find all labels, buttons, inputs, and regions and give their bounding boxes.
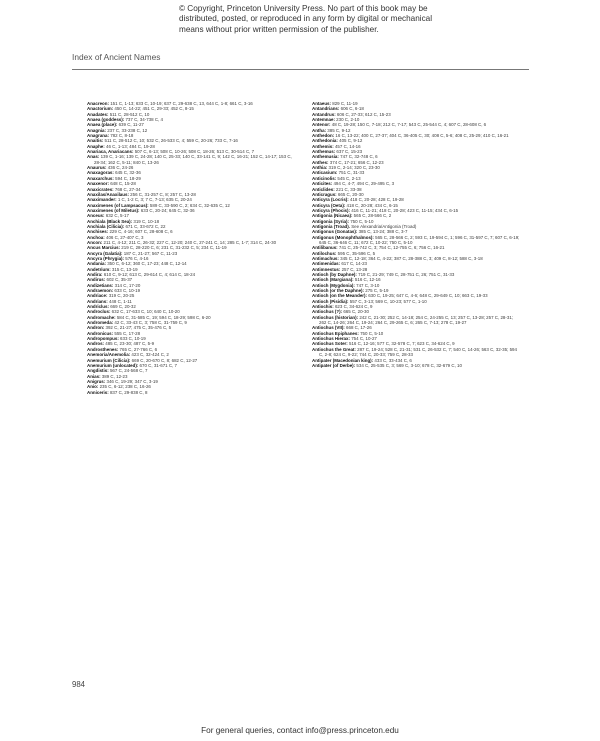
index-headword: Antiochus Epiphanes:	[312, 330, 359, 336]
index-references: 392 C, 21-27; 475 C, 35-476 C, 5	[105, 325, 172, 331]
index-headword: Anemurium (unlocated):	[87, 362, 139, 368]
index-headword: Antiochus the Great:	[312, 346, 356, 352]
index-headword: Antiochis:	[312, 304, 334, 310]
index-references: 606 C, 6-18	[340, 106, 364, 112]
index-references: 315 C, 13-19	[111, 266, 138, 272]
index-references: 319 C, 10-18	[133, 218, 160, 224]
index-headword: Antioch (on the Meander):	[312, 293, 367, 299]
index-references: 374 C, 17-21; 656 C, 12-23	[329, 159, 384, 165]
index-references: 507 C, 6-13; 508 C, 10-26; 508 C, 18-26; 513 C, 30-514 C, 7	[134, 149, 255, 155]
index-headword: Antha:	[312, 127, 327, 133]
index-headword: Antioch (Mygdonia):	[312, 282, 355, 288]
index-headword: Andriclus:	[87, 304, 109, 310]
index-headword: Anactorium:	[87, 106, 114, 112]
index-entry	[87, 154, 295, 165]
index-headword: Anacreon:	[87, 101, 109, 106]
index-references: 782 C, 8-18	[110, 133, 134, 139]
index-references: 187 C, 21-27; 567 C, 11-23	[123, 250, 178, 256]
index-headword: Androsthenes:	[87, 346, 119, 352]
index-references: 837 C, 29-838 C, 8	[109, 389, 148, 395]
index-references: 747 C, 3-10	[356, 282, 380, 288]
copyright-notice: © Copyright, Princeton University Press. No part of this book may be distributed, posted, or reproduced in any form by digital or mechanical means without prior written permission of the publisher.	[179, 4, 433, 34]
index-headword: Andromeda:	[87, 320, 114, 326]
index-references: 406 C, 27-407 C, 3	[105, 234, 144, 240]
index-headword: Anaea (goddess):	[87, 117, 125, 123]
index-references: 450 C, 14-22; 451 C, 29-33; 452 C, 8-15	[114, 106, 194, 112]
index-headword: Anaurus:	[87, 165, 107, 171]
index-entry	[312, 315, 520, 326]
index-references: 602 C, 35-37	[106, 277, 133, 283]
index-references: 418 C, 20-28; 434 C, 6-15	[346, 202, 398, 208]
index-references: 669 C, 20-670 C, 8; 682 C, 12-27	[131, 357, 198, 363]
index-headword: Anticinolis:	[312, 175, 337, 181]
index-references: 623 C, 34-624 C, 9	[334, 304, 373, 310]
index-headword: Antipater (Macedonian king):	[312, 357, 374, 363]
index-references: 576 C, 4-16	[125, 255, 149, 261]
index-headword: Anthia:	[312, 165, 328, 171]
index-references: 237 C, 33-238 C, 12	[107, 127, 148, 133]
index-headword: Antiochus Soter:	[312, 341, 348, 347]
index-references: 565 C, 28-566 C, 2; 593 C, 19-594 C, 1; 596 C, 31-597 C, 7; 607 C, 6-19; 645 C, 36-646 C, 11; 672 C, 10-22; 750 C, 5-10	[319, 234, 520, 245]
index-references: 632 C, 17-633 C, 10; 640 C, 10-20	[111, 309, 180, 315]
index-references: 668 C, 17-26	[346, 325, 372, 331]
index-references: 346 C, 19-29; 347 C, 3-19	[106, 378, 158, 384]
index-headword: Anticlides:	[312, 186, 335, 192]
index-headword: Antioch (or the Daphne):	[312, 288, 365, 294]
index-headword: Andros:	[87, 341, 105, 347]
index-references: 606 C, 27-33; 612 C, 15-23	[336, 111, 391, 117]
index-column-left	[87, 101, 295, 395]
index-references: 242 C, 21-30; 252 C, 14-18; 254 C, 24-255 C, 13; 257 C, 13-28; 257 C, 28-31; 262 C, 14-26; 264 C, 19-24; 264 C, 29-265 C, 6; 265 C, 7-13; 278 C, 19-27	[319, 314, 514, 326]
index-references: 829 C, 11-19	[332, 101, 358, 106]
index-headword: Antemnae:	[312, 117, 335, 123]
index-headword: Anigrus:	[87, 378, 106, 384]
index-references: 448 C, 1-11	[108, 298, 132, 304]
index-headword: Antimenidas:	[312, 261, 341, 267]
index-headword: Anthedon:	[312, 133, 335, 139]
index-references: 737 C, 34-738 C, 4	[125, 117, 163, 123]
index-headword: Anticyra (Phocis):	[312, 207, 350, 213]
index-references: 670 C, 31-671 C, 7	[139, 362, 178, 368]
index-headword: Antiochus (VII):	[312, 325, 345, 331]
index-headword: Antigonia (Syria):	[312, 218, 349, 224]
index-references: 385 C, 9-12	[327, 127, 351, 133]
index-references: 630 C, 19-25; 647 C, 4-6; 648 C, 29-649 C, 10; 663 C, 19-33	[368, 293, 488, 299]
index-headword: Anticasium:	[312, 170, 338, 176]
index-headword: Andira:	[87, 272, 103, 277]
index-references: 345 C, 12-18; 364 C, 4-22; 387 C, 28-388 C, 3; 409 C, 8-12; 588 C, 3-18	[340, 255, 483, 261]
index-references: 211 C, 4-12; 211 C, 26-32; 227 C, 12-20; 240 C, 27-241 C, 14; 285 C, 1-7; 314 C, 24-30	[103, 239, 277, 245]
index-references: 257 C, 13-28	[341, 266, 368, 272]
index-headword: Antilibanus:	[312, 245, 338, 251]
index-references: 565 C, 28-566 C, 2	[353, 213, 392, 219]
index-references: 534 C, 25-535 C, 3; 569 C, 3-10; 678 C, 32-679 C, 10	[356, 362, 462, 368]
running-head: Index of Ancient Names	[72, 52, 161, 62]
index-headword: Anaxilas/Anaxilaus:	[87, 191, 129, 197]
index-references: 545 C, 2-13	[337, 175, 361, 181]
index-entry	[87, 390, 295, 395]
index-headword: Antimnestus:	[312, 266, 341, 272]
index-headword: Anthemis:	[312, 143, 334, 149]
index-references: 584 C, 31-585 C, 19; 594 C, 18-29; 598 C, 6-20	[116, 314, 211, 320]
index-headword: Antigonia (Nicaea):	[312, 213, 353, 219]
index-references: 230 C, 2-10	[336, 117, 360, 123]
index-headword: Anagrana:	[87, 133, 109, 139]
index-headword: Antipater (of Derbe):	[312, 362, 356, 368]
index-headword: Ancus Marcius:	[87, 245, 121, 251]
index-headword: Anaximenes (of Miletus):	[87, 207, 140, 213]
index-references: 319 C, 20-25	[108, 293, 135, 299]
index-headword: Anemurium (Cilicia):	[87, 357, 131, 363]
index-references: 405 C, 9-12	[339, 138, 363, 144]
index-headword: Andronicus:	[87, 330, 114, 336]
index-references: 648 C, 15-28	[110, 181, 136, 187]
index-headword: Anthemusia:	[312, 154, 339, 160]
index-references: 46 C, 1-13; 484 C, 19-28	[105, 143, 155, 149]
index-references: 754 C, 10-27	[351, 336, 377, 342]
index-headword: Andriace:	[87, 293, 108, 299]
index-references: 314 C, 17-20	[114, 282, 141, 288]
index-references: 1 C, 1-2 C, 3; 7 C, 7-13; 635 C, 20-24	[117, 197, 192, 203]
index-headword: Anticyra (Oeta):	[312, 202, 346, 208]
index-headword: Anaphe:	[87, 143, 105, 149]
index-headword: Anias:	[87, 373, 101, 379]
index-entry	[312, 347, 520, 358]
index-headword: Anaximander:	[87, 197, 117, 203]
page-number: 984	[72, 680, 86, 689]
index-references: 516 C, 12-16; 577 C, 32-578 C, 7; 623 C, 34-624 C, 9	[348, 341, 455, 347]
index-references: 555 C, 17-28	[114, 330, 141, 336]
index-references: 595 C, 35-596 C, 5	[337, 250, 376, 256]
index-references: 42 C, 33-43 C, 3; 758 C, 31-759 C, 9	[114, 320, 187, 326]
index-headword: Androclus:	[87, 309, 111, 315]
index-headword: Antigonia (Troad).	[312, 223, 350, 229]
index-headword: Anaximenes (of Lampsacus):	[87, 202, 149, 208]
index-references: 665 C, 20-30	[343, 309, 369, 315]
index-headword: Anniceris:	[87, 389, 109, 395]
index-headword: Antigonus (Monophthalmos):	[312, 234, 374, 240]
index-references: 139 C, 1-16; 139 C, 24-28; 140 C, 25-33; 140 C, 33-141 C, 9; 142 C, 16-21; 152 C, 14-17; 153 C, 28-34; 162 C, 5-11; 840 C, 13-26	[94, 154, 292, 165]
index-references: 319 C, 2-14; 320 C, 23-30	[328, 165, 380, 171]
index-references: 457 C, 14-16	[334, 143, 361, 149]
index-headword: Andizetians:	[87, 282, 114, 288]
index-references: 221 C, 33-38	[335, 186, 362, 192]
index-headword: Antigonus (Gonatas):	[312, 229, 358, 235]
index-references: 567 C, 24-568 C, 7	[109, 368, 148, 374]
index-references: 287 C, 19-24; 528 C, 21-31; 531 C, 26-532 C, 7; 540 C, 14-26; 563 C, 32-35; 594 C, 2-8; 624 C, 9-22; 744 C, 20-33; 759 C, 28-33	[319, 346, 517, 358]
index-headword: Anaxicrates:	[87, 186, 114, 192]
index-headword: Andania:	[87, 261, 106, 267]
index-headword: Anchiala (Black Sea):	[87, 218, 133, 224]
index-headword: Anio:	[87, 384, 99, 390]
index-references: 256 C, 31-257 C, 8; 257 C, 13-28	[130, 191, 196, 197]
index-references: 765 C, 27-766 C, 6	[119, 346, 158, 352]
index-references: 511 C, 28-512 C, 10; 532 C, 26-533 C, 4; 559 C, 20-26; 733 C, 7-16	[104, 138, 238, 144]
index-headword: Andraemon:	[87, 288, 114, 294]
index-headword: Antiochus Hierax:	[312, 336, 350, 342]
index-entry	[312, 235, 520, 246]
index-headword: Antaeus:	[312, 101, 331, 106]
index-references: 385 C, 13-24; 388 C, 3-7	[358, 229, 408, 235]
index-headword: Anaxarchus:	[87, 175, 114, 181]
index-references: 436 C, 24-26	[107, 165, 134, 171]
index-headword: Anticyra (Locris):	[312, 197, 349, 203]
index-references: 594 C, 18-29	[115, 175, 141, 181]
index-references: 671 C, 33-672 C, 22	[125, 223, 166, 229]
index-headword: Anchises:	[87, 229, 109, 235]
index-references: 632 C, 5-17	[105, 213, 129, 219]
index-references: 235 C, 6-12; 238 C, 16-26	[99, 384, 151, 390]
index-headword: Anchoa:	[87, 234, 105, 240]
index-references: 516 C, 12-16	[354, 277, 381, 283]
index-headword: Anaxagoras:	[87, 170, 114, 176]
index-headword: Antioch (by Daphne):	[312, 272, 357, 277]
index-headword: Antioch (Pisidia):	[312, 298, 349, 304]
index-references: 433 C, 33-434 C, 6	[374, 357, 412, 363]
index-references: 639 C, 11-27	[118, 122, 144, 128]
index-headword: Ancyra (Phrygia):	[87, 255, 124, 261]
index-headword: Andetrium:	[87, 266, 111, 272]
index-headword: Anthedonia:	[312, 138, 338, 144]
index-headword: Antiochus (?):	[312, 309, 343, 315]
index-references: 665 C, 20-30	[337, 191, 364, 197]
index-headword: Anagnia:	[87, 127, 106, 133]
index-headword: Andrians:	[87, 298, 108, 304]
index-references: 219 C, 28-220 C, 6; 231 C, 31-232 C, 5; 234 C, 11-19	[121, 245, 227, 251]
index-headword: Anceus:	[87, 213, 105, 219]
index-headword: Antimachus:	[312, 255, 339, 261]
index-column-right	[312, 101, 520, 368]
index-references: 494 C, 4-7; 494 C, 29-495 C, 3	[333, 181, 395, 187]
index-headword: Anemoria/Anemolia:	[87, 352, 131, 358]
index-references: 750 C, 5-10	[350, 218, 374, 224]
index-references: 151 C, 1-13; 633 C, 10-19; 637 C, 29-638 C, 13, 644 C, 1-8; 661 C, 3-16	[110, 101, 253, 106]
index-references: 645 C, 32-36	[115, 170, 141, 176]
index-headword: Anticragus:	[312, 191, 337, 197]
index-references: 633 C, 20-24; 645 C, 32-36	[140, 207, 195, 213]
index-headword: Andropompus:	[87, 336, 119, 342]
index-references: 719 C, 21-29; 749 C, 28-751 C, 26; 751 C, 31-33	[358, 272, 455, 277]
footer-contact: For general queries, contact info@press.princeton.edu	[201, 726, 399, 735]
index-headword: Anaea (place):	[87, 122, 118, 128]
index-references: 416 C, 11-21; 418 C, 20-28; 423 C, 11-15; 434 C, 6-15	[351, 207, 459, 213]
index-headword: Ancon:	[87, 239, 103, 245]
index-headword: Andirus:	[87, 277, 106, 283]
index-references: 350 C, 6-12; 360 C, 17-23; 448 C, 12-14	[107, 261, 187, 267]
index-references: 669 C, 20-32	[110, 304, 136, 310]
index-headword: Anthes:	[312, 159, 329, 165]
index-headword: Antenor:	[312, 122, 331, 128]
index-references: 485 C, 23-30; 487 C, 5-9	[105, 341, 155, 347]
index-headword: Angdistis:	[87, 368, 109, 374]
index-references: 229 C, 4-16; 607 C, 28-608 C, 6	[109, 229, 173, 235]
index-headword: Anadates:	[87, 111, 109, 117]
index-headword: Anaitis:	[87, 138, 104, 144]
index-references: See Alexandria/Antigonia (Troad)	[351, 223, 417, 229]
index-headword: Ancyra (Galatia):	[87, 250, 123, 256]
index-references: 633 C, 10-19	[114, 288, 141, 294]
index-references: 741 C, 25-742 C, 3; 754 C, 12-755 C, 6; 756 C, 16-21	[338, 245, 445, 251]
index-references: 511 C, 28-512 C, 10	[109, 111, 150, 117]
index-references: 423 C, 32-424 C, 2	[131, 352, 169, 358]
index-references: 557 C, 3-13; 569 C, 10-23; 577 C, 1-10	[349, 298, 427, 304]
index-headword: Anticites:	[312, 181, 333, 187]
index-references: 637 C, 15-23	[336, 149, 363, 155]
index-references: 617 C, 14-23	[341, 261, 368, 267]
index-references: 275 C, 5-19	[365, 288, 389, 294]
index-references: 751 C, 31-33	[338, 170, 365, 176]
index-headword: Antiochus (historian):	[312, 314, 359, 320]
index-references: 389 C, 12-23	[101, 373, 128, 379]
index-references: 747 C, 32-748 C, 6	[340, 154, 378, 160]
index-headword: Antandrus:	[312, 111, 336, 117]
index-headword: Antilochus:	[312, 250, 337, 256]
index-headword: Andromache:	[87, 314, 116, 320]
index-references: 48 C, 19-28; 150 C, 7-18; 212 C, 7-17; 543 C, 25-544 C, 4; 607 C, 28-608 C, 6	[331, 122, 487, 128]
index-headword: Anaxenor:	[87, 181, 109, 187]
index-references: 418 C, 20-28; 428 C, 19-28	[349, 197, 404, 203]
index-references: 750 C, 5-10	[360, 330, 384, 336]
index-headword: Anas:	[87, 154, 100, 160]
index-entry	[312, 363, 520, 368]
index-references: 768 C, 27-34	[114, 186, 141, 192]
index-references: 633 C, 10-19	[120, 336, 146, 342]
index-headword: Antandrians:	[312, 106, 340, 112]
index-headword: Anchiala (Cilicia):	[87, 223, 125, 229]
index-references: 589 C, 33-590 C, 2; 634 C, 32-635 C, 12	[149, 202, 230, 208]
index-headword: Andron:	[87, 325, 105, 331]
index-references: 610 C, 9-12; 613 C, 29-614 C, 4; 614 C, 18-24	[103, 272, 196, 277]
index-headword: Anthemus:	[312, 149, 336, 155]
index-headword: Anariaca, Anariacans:	[87, 149, 134, 155]
index-headword: Antioch (Margiana):	[312, 277, 354, 283]
index-references: 16 C, 13-22; 400 C, 27-37; 404 C, 36-405 C, 30; 408 C, 5-6; 408 C, 25-29; 410 C, 16-21	[335, 133, 509, 139]
header-rule	[72, 69, 529, 70]
